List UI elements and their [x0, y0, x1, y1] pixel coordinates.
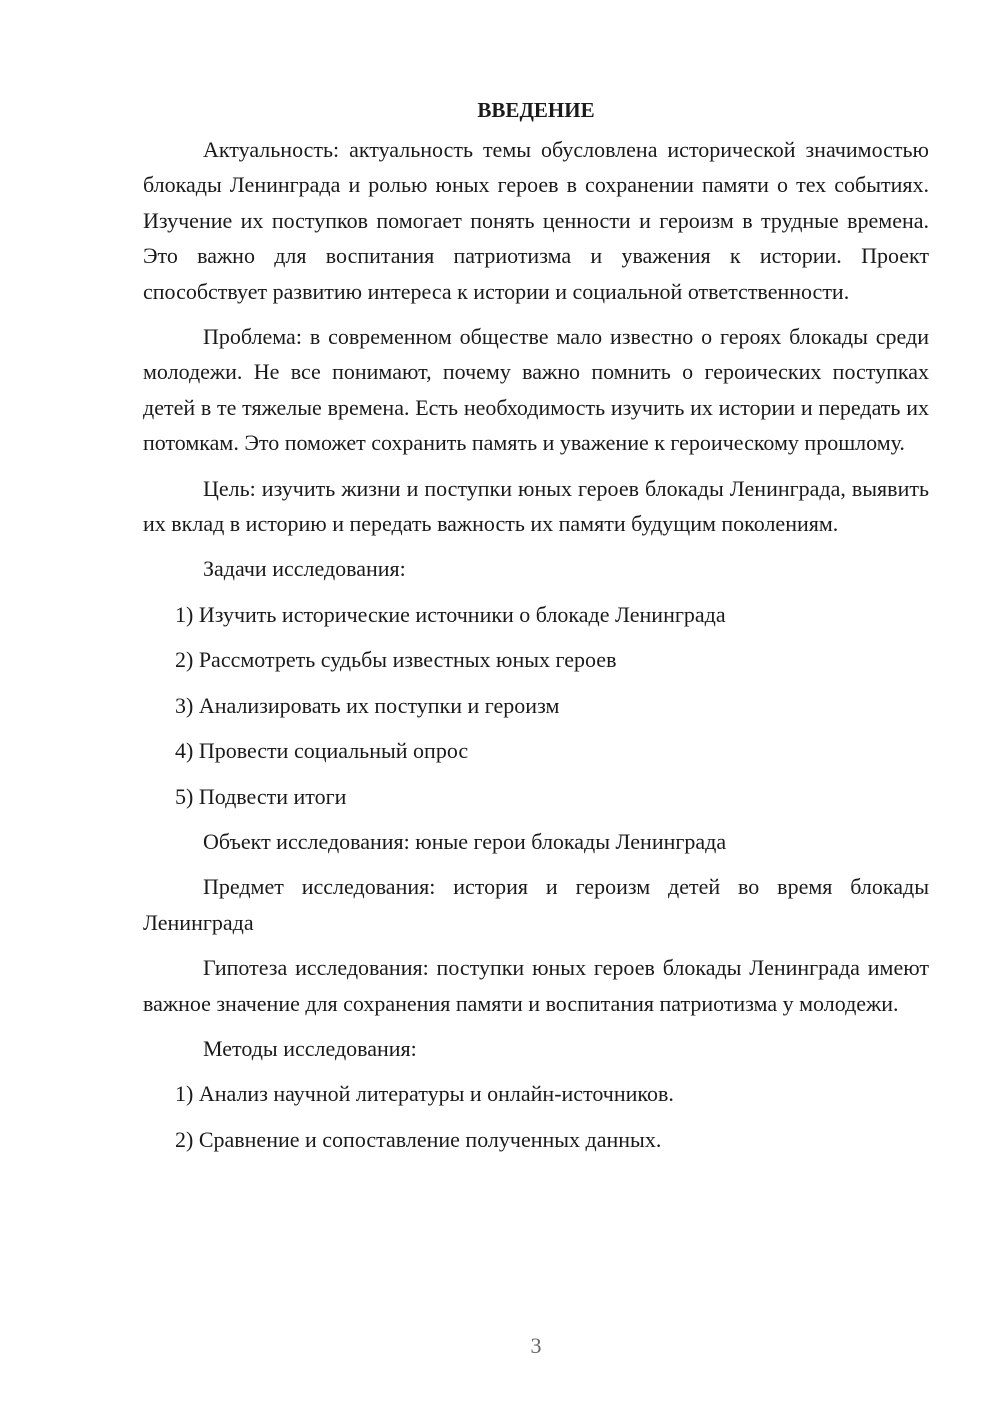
goal-paragraph: Цель: изучить жизни и поступки юных героев блокады Ленинграда, выявить их вклад в историю и передать важность их памяти будущим поколениям. [143, 475, 929, 537]
task-item: 5) Подвести итоги [175, 783, 347, 809]
tasks-list [143, 597, 929, 814]
hypothesis-paragraph: Гипотеза исследования: поступки юных героев блокады Ленинграда имеют важное значение для сохранения памяти и воспитания патриотизма у молодежи. [143, 955, 929, 1016]
method-item: 2) Сравнение и сопоставление полученных данных. [175, 1126, 662, 1152]
methods-heading: Методы исследования: [203, 1035, 417, 1061]
object-line: Объект исследования: юные герои блокады Ленинграда [203, 828, 727, 854]
page-content [143, 90, 929, 1167]
subject-paragraph: Предмет исследования: история и героизм детей во время блокады Ленинграда [143, 874, 929, 935]
method-item: 1) Анализ научной литературы и онлайн-источников. [175, 1081, 674, 1107]
task-item: 3) Анализировать их поступки и героизм [175, 692, 560, 718]
methods-list [143, 1076, 929, 1157]
section-title: ВВЕДЕНИЕ [477, 98, 595, 122]
relevance-paragraph: Актуальность: актуальность темы обусловлена исторической значимостью блокады Ленинграда и ролью юных героев в сохранении памяти о тех событиях. Изучение их поступков помогает понять ценности и героизм в трудные времена. Это важно для воспитания патриотизма и уважения к истории. Проект способствует развитию интереса к истории и социальной ответственности. [143, 137, 929, 304]
tasks-heading: Задачи исследования: [203, 556, 406, 582]
task-item: 1) Изучить исторические источники о блокаде Ленинграда [175, 601, 726, 627]
task-item: 2) Рассмотреть судьбы известных юных героев [175, 647, 617, 673]
task-item: 4) Провести социальный опрос [175, 738, 469, 764]
page-number: 3 [530, 1333, 542, 1358]
problem-paragraph: Проблема: в современном обществе мало известно о героях блокады среди молодежи. Не все понимают, почему важно помнить о героических поступках детей в те тяжелые времена. Есть необходимость изучить их истории и передать их потомкам. Это поможет сохранить память и уважение к героическому прошлому. [143, 324, 929, 456]
